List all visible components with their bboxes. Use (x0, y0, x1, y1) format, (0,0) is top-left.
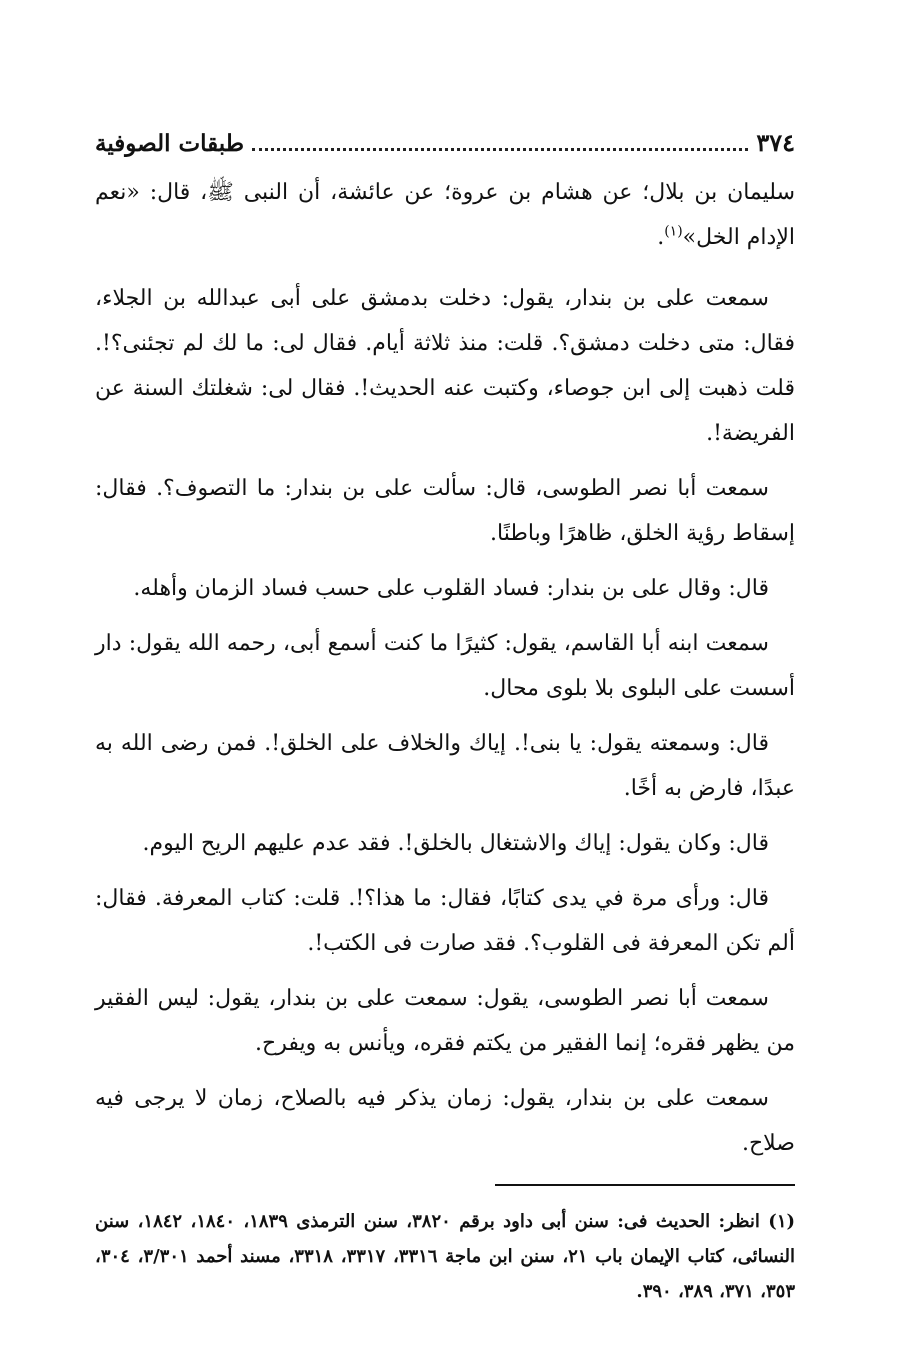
running-header (95, 128, 795, 170)
page-number: ٣٧٤ (756, 128, 795, 157)
book-title: طبقات الصوفية (95, 130, 245, 157)
footnote: (١) انظر: الحديث فى: سنن أبى داود برقم ٣٨٢٠، سنن الترمذى ١٨٣٩، ١٨٤٠، ١٨٤٢، سنن النسائى، كتاب الإيمان باب ٢١، سنن ابن ماجة ٣٣١٦، ٣٣١٧، ٣٣١٨، مسند أحمد ٣/٣٠١، ٣٠٤، ٣٥٣، ٣٧١، ٣٨٩، ٣٩٠. (95, 1211, 796, 1302)
paragraph: قال: وسمعته يقول: يا بنى!. إياك والخلاف على الخلق!. فمن رضى الله به عبدًا، فارض به أخًا. (95, 731, 795, 801)
page (95, 128, 795, 1327)
paragraph: قال: وكان يقول: إياك والاشتغال بالخلق!. فقد عدم عليهم الريح اليوم. (142, 831, 769, 856)
footnote-reference: (١) (664, 223, 683, 240)
paragraph: قال: وقال على بن بندار: فساد القلوب على حسب فساد الزمان وأهله. (133, 576, 769, 601)
paragraph: سمعت أبا نصر الطوسى، قال: سألت على بن بندار: ما التصوف؟. فقال: إسقاط رؤية الخلق، ظاهرًا وباطنًا. (95, 476, 795, 546)
header-dot-leader (252, 134, 748, 151)
paragraph: سمعت ابنه أبا القاسم، يقول: كثيرًا ما كنت أسمع أبى، رحمه الله يقول: دار أسست على البلوى بلا بلوى محال. (95, 631, 795, 701)
paragraph: سمعت على بن بندار، يقول: دخلت بدمشق على أبى عبدالله بن الجلاء، فقال: متى دخلت دمشق؟. قلت: منذ ثلاثة أيام. فقال لى: ما لك لم تجئنى؟!. قلت ذهبت إلى ابن جوصاء، وكتبت عنه الحديث!. فقال لى: شغلتك السنة عن الفريضة!. (95, 286, 795, 446)
paragraph: قال: ورأى مرة في يدى كتابًا، فقال: ما هذا؟!. قلت: كتاب المعرفة. فقال: ألم تكن المعرفة فى القلوب؟. فقد صارت فى الكتب!. (95, 886, 795, 956)
paragraph: سمعت أبا نصر الطوسى، يقول: سمعت على بن بندار، يقول: ليس الفقير من يظهر فقره؛ إنما الفقير من يكتم فقره، ويأنس به ويفرح. (95, 986, 795, 1056)
paragraph: سمعت على بن بندار، يقول: زمان يذكر فيه بالصلاح، زمان لا يرجى فيه صلاح. (95, 1086, 795, 1156)
body-text (95, 170, 795, 1166)
paragraph-text: سليمان بن بلال؛ عن هشام بن عروة؛ عن عائشة، أن النبى ﷺ، قال: «نعم الإدام الخل» (95, 180, 795, 250)
paragraph: سليمان بن بلال؛ عن هشام بن عروة؛ عن عائشة، أن النبى ﷺ، قال: «نعم الإدام الخل»$^{(١)}$. (95, 180, 795, 250)
footnote-separator (495, 1184, 795, 1186)
